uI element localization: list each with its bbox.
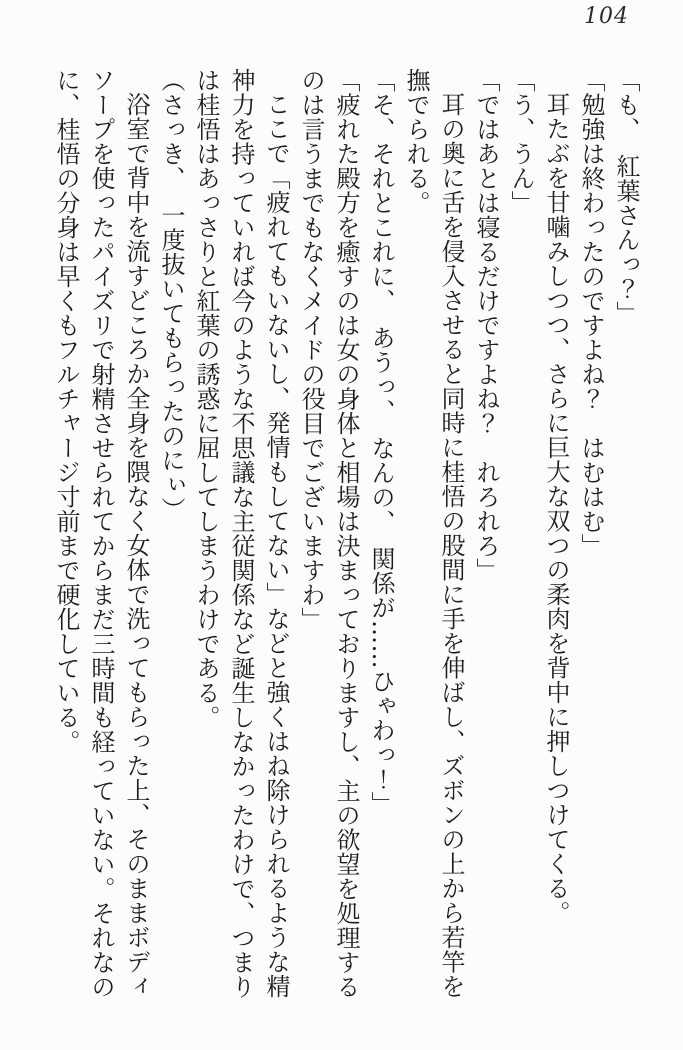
text-line: 「勉強は終わったのですよね？ はむはむ」	[577, 68, 605, 558]
text-line: 「ではあとは寝るだけですよね？ れろれろ」	[472, 68, 500, 583]
page-number: 104	[584, 4, 629, 29]
text-line: のは言うまでもなくメイドの役目でございますわ」	[297, 68, 325, 632]
text-line: 浴室で背中を流すどころか全身を隈なく女体で洗ってもらった上、そのままボディ	[122, 92, 150, 999]
text-line: 「う、うん」	[507, 68, 535, 215]
text-line: 「も、 紅葉さんっ？」	[612, 68, 640, 326]
text-line: 「そ、それとこれに、 あうっ、 なんの、 関係が……ひゃわっ！」	[367, 68, 395, 816]
text-line: 撫でられる。	[402, 68, 430, 215]
text-line: 神力を持っていれば今のような不思議な主従関係など誕生しなかったわけで、つまり	[227, 68, 255, 999]
text-line: ソープを使ったパイズリで射精させられてからまだ三時間も経っていない。それなの	[87, 68, 115, 999]
text-line: ここで「疲れてもいないし、発情もしてない」などと強くはね除けられるような精	[262, 92, 290, 999]
text-line: 耳たぶを甘噛みしつつ、さらに巨大な双つの柔肉を背中に押しつけてくる。	[542, 92, 570, 925]
text-line: に、桂悟の分身は早くもフルチャージ寸前まで硬化している。	[52, 68, 80, 754]
text-line: （さっき、 一度抜いてもらったのにぃ）	[157, 68, 185, 522]
text-line: 耳の奥に舌を侵入させると同時に桂悟の股間に手を伸ばし、ズボンの上から若竿を	[437, 92, 465, 999]
text-line: は桂悟はあっさりと紅葉の誘惑に屈してしまうわけである。	[192, 68, 220, 730]
vertical-text-block	[48, 68, 643, 1013]
text-line: 「疲れた殿方を癒すのは女の身体と相場は決まっておりますし、主の欲望を処理する	[332, 68, 360, 999]
